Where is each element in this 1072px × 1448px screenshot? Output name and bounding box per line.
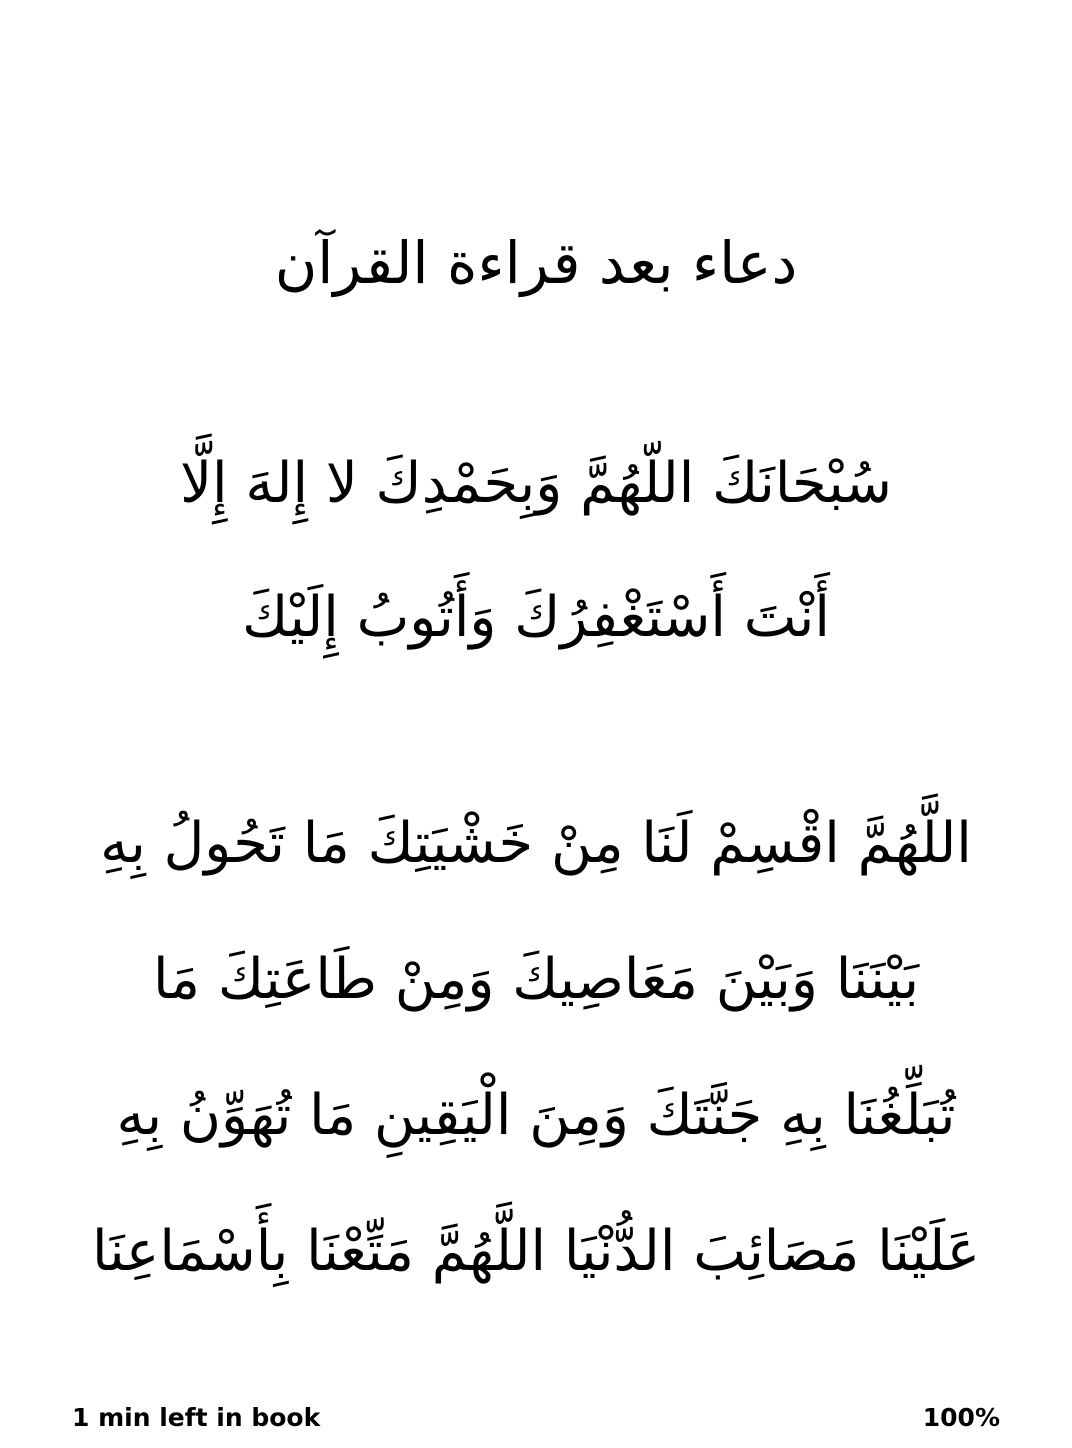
paragraph-2-line-1: اللَّهُمَّ اقْسِمْ لَنَا مِنْ خَشْيَتِكَ مَا تَحُولُ بِهِ: [100, 811, 972, 876]
paragraph-2-line-3: تُبَلِّغُنَا بِهِ جَنَّتَكَ وَمِنَ الْيَقِينِ مَا تُهَوِّنُ بِهِ: [116, 1083, 956, 1148]
chapter-title: دعاء بعد قراءة القرآن: [274, 229, 798, 297]
paragraph-2-line-2: بَيْنَنَا وَبَيْنَ مَعَاصِيكَ وَمِنْ طَاعَتِكَ مَا: [152, 947, 920, 1012]
reading-progress-indicator: 100%: [922, 1403, 1000, 1432]
paragraph-1-line-1: سُبْحَانَكَ اللّهُمَّ وَبِحَمْدِكَ لا إِلهَ إِلَّا: [180, 451, 892, 516]
time-left-indicator: 1 min left in book: [72, 1403, 321, 1432]
paragraph-1-line-2: أَنْتَ أَسْتَغْفِرُكَ وَأَتُوبُ إِلَيْكَ: [242, 585, 830, 650]
paragraph-2-line-4: عَلَيْنَا مَصَائِبَ الدُّنْيَا اللَّهُمَّ مَتِّعْنَا بِأَسْمَاعِنَا: [91, 1219, 981, 1284]
